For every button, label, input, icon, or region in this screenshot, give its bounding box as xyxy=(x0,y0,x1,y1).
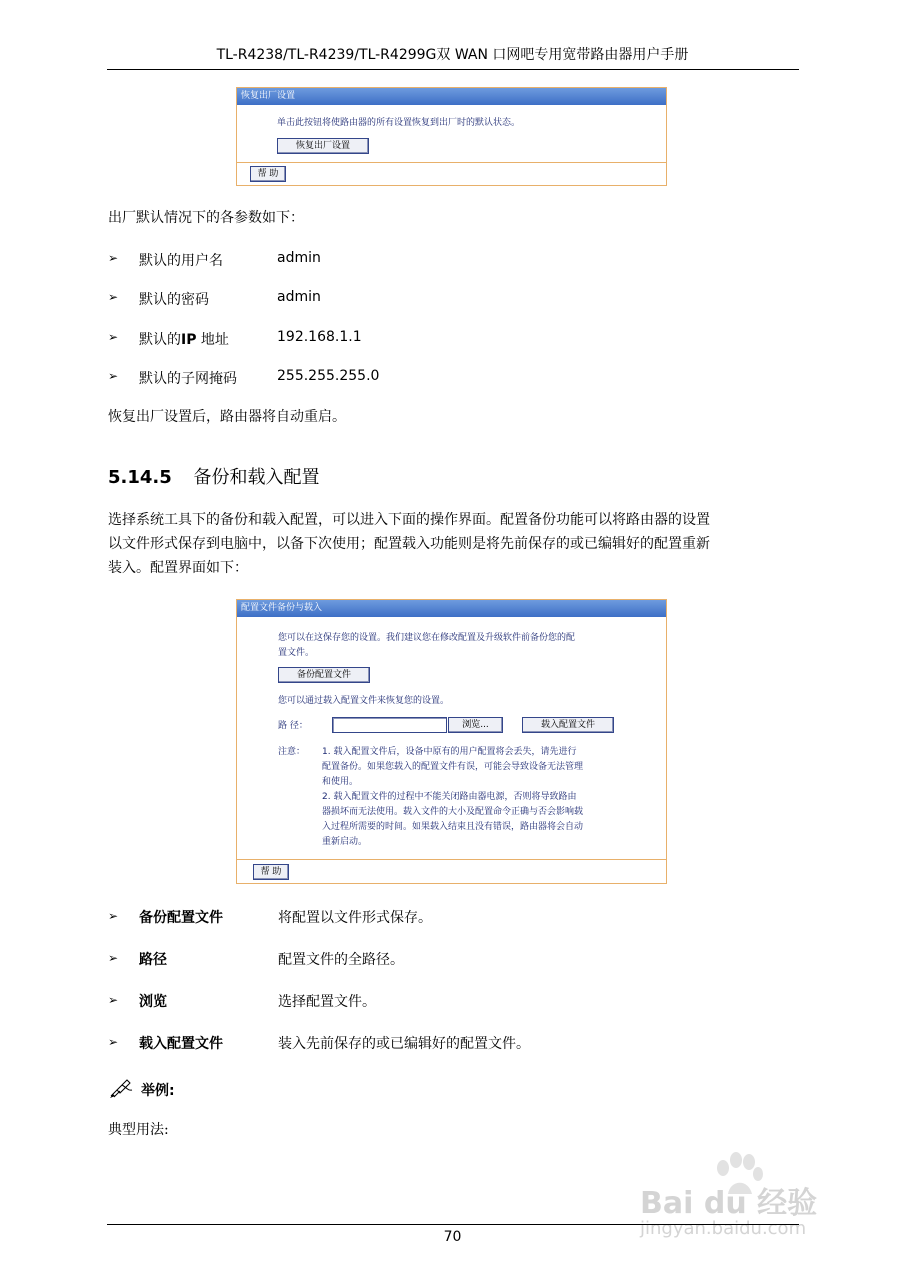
path-label: 路 径： xyxy=(278,721,308,731)
definition-desc: 选择配置文件。 xyxy=(278,994,376,1010)
load-intro: 您可以通过载入配置文件来恢复您的设置。 xyxy=(278,696,450,706)
typical-usage: 典型用法: xyxy=(108,1122,169,1138)
note-label: 注意： xyxy=(278,747,306,757)
list-item xyxy=(108,906,758,930)
note-line: 入过程所需要的时间。如果载入结束且没有错误，路由器将会自动 xyxy=(322,822,584,832)
page-number: 70 xyxy=(443,1229,462,1245)
backup-panel-title: 配置文件备份与载入 xyxy=(237,600,666,617)
default-term: 默认的用户名 xyxy=(139,253,223,269)
default-term: 默认的子网掩码 xyxy=(139,371,237,387)
arrow-bullet-icon: ➢ xyxy=(108,251,119,265)
backup-intro-line: 置文件。 xyxy=(278,648,315,658)
list-item xyxy=(108,948,758,972)
paragraph-line: 以文件形式保存到电脑中，以备下次使用；配置载入功能则是将先前保存的或已编辑好的配置重新 xyxy=(108,536,710,552)
paragraph-line: 装入。配置界面如下： xyxy=(108,560,248,576)
default-term-prefix: 默认的 xyxy=(139,332,181,348)
list-item xyxy=(108,248,708,272)
browse-button[interactable]: 浏览... xyxy=(448,717,503,733)
list-item xyxy=(108,990,758,1014)
definition-desc: 配置文件的全路径。 xyxy=(278,952,404,968)
document-header-title: TL-R4238/TL-R4239/TL-R4299G双 WAN 口网吧专用宽带路由器用户手册 xyxy=(216,47,689,63)
backup-help-button[interactable]: 帮 助 xyxy=(253,864,289,880)
definitions-list xyxy=(108,906,758,1056)
header-rule xyxy=(107,69,799,70)
default-term-suffix: 地址 xyxy=(196,332,229,348)
arrow-bullet-icon: ➢ xyxy=(108,290,119,304)
defaults-intro: 出厂默认情况下的各参数如下： xyxy=(108,210,304,226)
arrow-bullet-icon: ➢ xyxy=(108,1035,119,1049)
backup-intro-line: 您可以在这保存您的设置。我们建议您在修改配置及升级软件前备份您的配 xyxy=(278,633,576,643)
backup-panel-separator xyxy=(237,859,666,860)
list-item xyxy=(108,1032,758,1056)
path-input[interactable] xyxy=(332,717,447,733)
definition-desc: 装入先前保存的或已编辑好的配置文件。 xyxy=(278,1036,530,1052)
footer-rule xyxy=(107,1224,799,1225)
restore-description: 单击此按钮将使路由器的所有设置恢复到出厂时的默认状态。 xyxy=(277,118,521,128)
section-title: 备份和载入配置 xyxy=(193,467,320,488)
list-item xyxy=(108,327,708,351)
default-value: 255.255.255.0 xyxy=(277,368,380,384)
list-item xyxy=(108,287,708,311)
arrow-bullet-icon: ➢ xyxy=(108,993,119,1007)
restore-panel-title: 恢复出厂设置 xyxy=(237,88,666,105)
section-heading xyxy=(108,463,320,489)
definition-desc: 将配置以文件形式保存。 xyxy=(278,910,432,926)
definition-term: 路径 xyxy=(139,952,167,968)
watermark-brand: Bai du 经验 xyxy=(640,1186,818,1221)
restore-factory-button[interactable]: 恢复出厂设置 xyxy=(277,138,369,154)
default-term xyxy=(139,329,229,349)
list-item xyxy=(108,366,708,390)
note-line: 和使用。 xyxy=(322,777,359,787)
section-number: 5.14.5 xyxy=(108,467,172,488)
example-heading xyxy=(108,1077,308,1101)
after-restore-note: 恢复出厂设置后，路由器将自动重启。 xyxy=(108,409,346,425)
backup-config-button[interactable]: 备份配置文件 xyxy=(278,667,370,683)
default-term-bold: IP xyxy=(181,332,197,348)
default-value: 192.168.1.1 xyxy=(277,329,362,345)
default-value: admin xyxy=(277,250,321,266)
definition-term: 载入配置文件 xyxy=(139,1036,223,1052)
note-line: 1. 载入配置文件后，设备中原有的用户配置将会丢失，请先进行 xyxy=(322,747,577,757)
watermark-url: jingyan.baidu.com xyxy=(640,1218,807,1239)
note-line: 2. 载入配置文件的过程中不能关闭路由器电源，否则将导致路由 xyxy=(322,792,577,802)
default-value: admin xyxy=(277,289,321,305)
section-paragraph xyxy=(108,508,798,580)
restore-panel-separator xyxy=(237,162,666,163)
arrow-bullet-icon: ➢ xyxy=(108,369,119,383)
restore-factory-panel xyxy=(236,87,667,186)
definition-term: 备份配置文件 xyxy=(139,910,223,926)
restore-help-button[interactable]: 帮 助 xyxy=(250,166,286,182)
backup-load-panel xyxy=(236,599,667,884)
note-line: 配置备份。如果您载入的配置文件有误，可能会导致设备无法管理 xyxy=(322,762,584,772)
definition-term: 浏览 xyxy=(139,994,167,1010)
defaults-list xyxy=(108,248,708,398)
default-term: 默认的密码 xyxy=(139,292,209,308)
example-label: 举例: xyxy=(141,1083,175,1099)
arrow-bullet-icon: ➢ xyxy=(108,909,119,923)
arrow-bullet-icon: ➢ xyxy=(108,330,119,344)
load-config-button[interactable]: 载入配置文件 xyxy=(522,717,614,733)
pencil-note-icon xyxy=(108,1077,134,1099)
arrow-bullet-icon: ➢ xyxy=(108,951,119,965)
note-line: 器损坏而无法使用。载入文件的大小及配置命令正确与否会影响载 xyxy=(322,807,584,817)
paragraph-line: 选择系统工具下的备份和载入配置，可以进入下面的操作界面。配置备份功能可以将路由器的设置 xyxy=(108,512,710,528)
note-line: 重新启动。 xyxy=(322,837,368,847)
